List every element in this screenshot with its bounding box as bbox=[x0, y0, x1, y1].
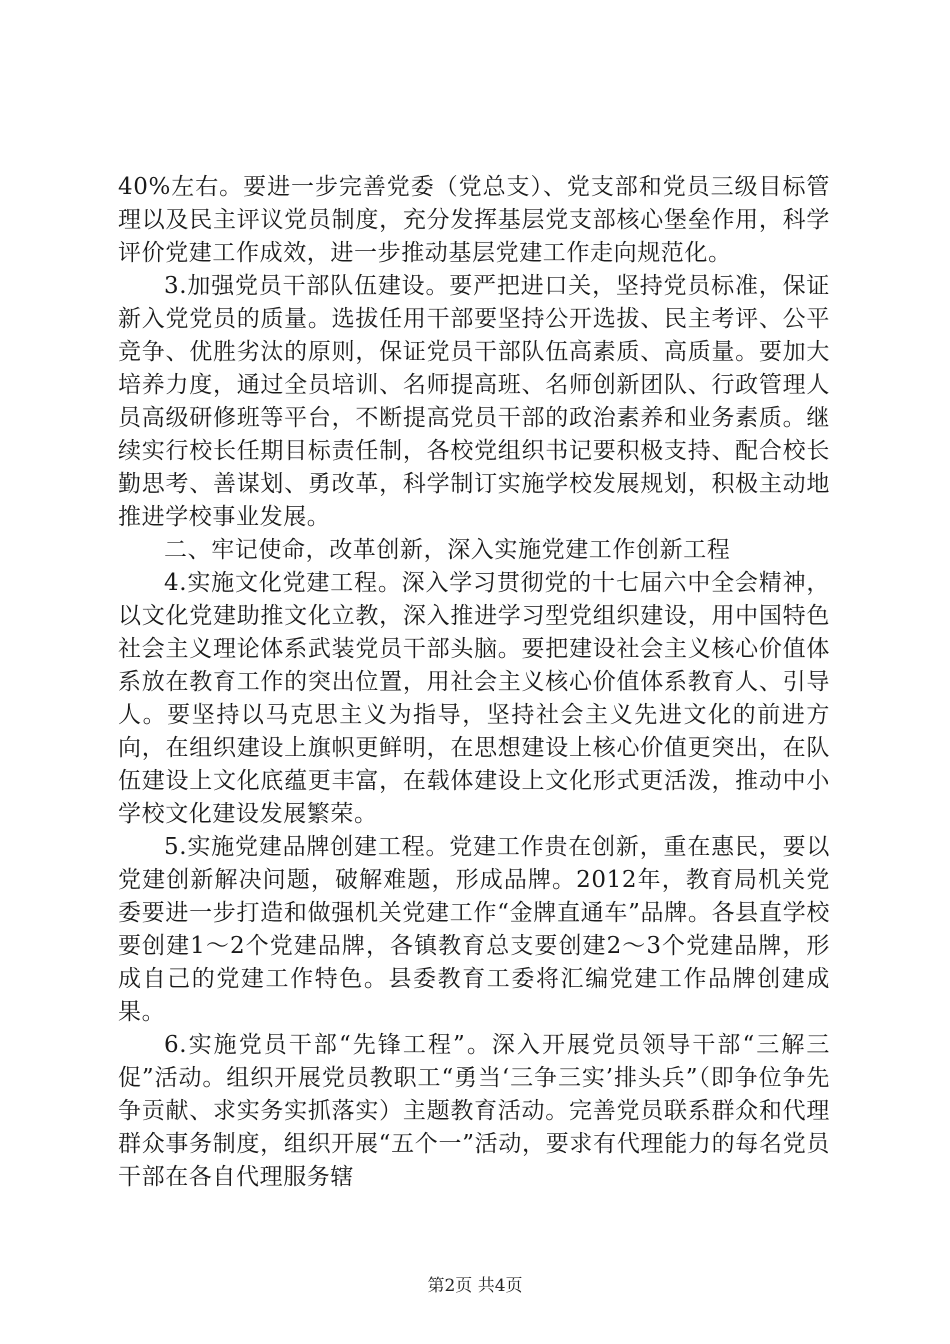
paragraph-item-6: 6.实施党员干部“先锋工程”。深入开展党员领导干部“三解三促”活动。组织开展党员教职工“勇当‘三争三实’排头兵”（即争位争先争贡献、求实务实抓落实）主题教育活动。完善党员联系群众和代理群众事务制度，组织开展“五个一”活动，要求有代理能力的每名党员干部在各自代理服务辖 bbox=[118, 1032, 830, 1190]
paragraph-item-4: 4.实施文化党建工程。深入学习贯彻党的十七届六中全会精神，以文化党建助推文化立教，深入推进学习型党组织建设，用中国特色社会主义理论体系武装党员干部头脑。要把建设社会主义核心价值体系放在教育工作的突出位置，用社会主义核心价值体系教育人、引导人。要坚持以马克思主义为指导，坚持社会主义先进文化的前进方向，在组织建设上旗帜更鲜明，在思想建设上核心价值更突出，在队伍建设上文化底蕴更丰富，在载体建设上文化形式更活泼，推动中小学校文化建设发展繁荣。 bbox=[118, 570, 830, 827]
page-footer: 第2页 共4页 bbox=[427, 1276, 523, 1296]
paragraph-continuation: 40%左右。要进一步完善党委（党总支）、党支部和党员三级目标管理以及民主评议党员制度，充分发挥基层党支部核心堡垒作用，科学评价党建工作成效，进一步推动基层党建工作走向规范化。 bbox=[118, 174, 830, 266]
section-heading-2: 二、牢记使命，改革创新，深入实施党建工作创新工程 bbox=[164, 537, 731, 563]
paragraph-item-5: 5.实施党建品牌创建工程。党建工作贵在创新，重在惠民，要以党建创新解决问题，破解难题，形成品牌。2012年，教育局机关党委要进一步打造和做强机关党建工作“金牌直通车”品牌。各县直学校要创建1～2个党建品牌，各镇教育总支要创建2～3个党建品牌，形成自己的党建工作特色。县委教育工委将汇编党建工作品牌创建成果。 bbox=[118, 834, 830, 1025]
document-body bbox=[118, 171, 830, 1194]
paragraph-item-3: 3.加强党员干部队伍建设。要严把进口关，坚持党员标准，保证新入党党员的质量。选拔任用干部要坚持公开选拔、民主考评、公平竞争、优胜劣汰的原则，保证党员干部队伍高素质、高质量。要加大培养力度，通过全员培训、名师提高班、名师创新团队、行政管理人员高级研修班等平台，不断提高党员干部的政治素养和业务素质。继续实行校长任期目标责任制，各校党组织书记要积极支持、配合校长勤思考、善谋划、勇改革，科学制订实施学校发展规划，积极主动地推进学校事业发展。 bbox=[118, 273, 830, 530]
